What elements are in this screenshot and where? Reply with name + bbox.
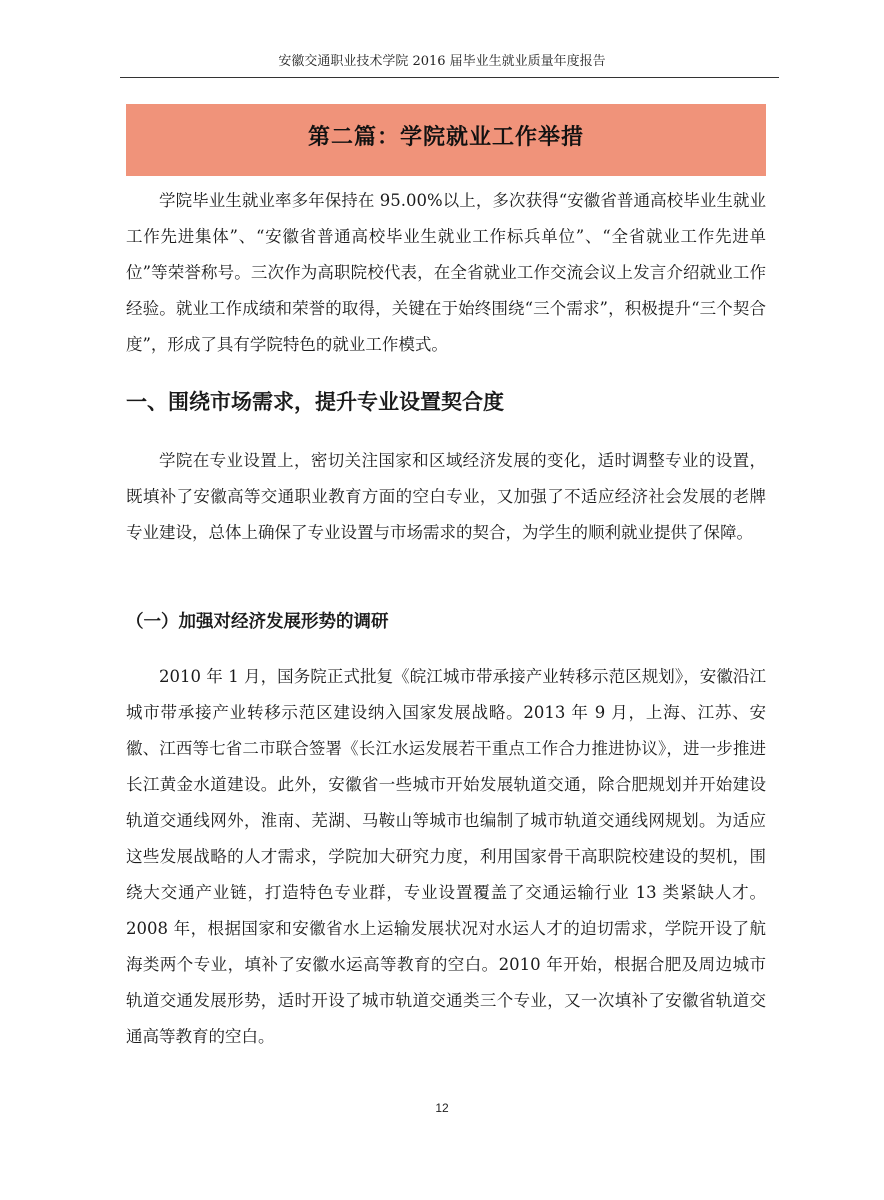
header-divider [120, 77, 779, 78]
running-header: 安徽交通职业技术学院 2016 届毕业生就业质量年度报告 [278, 54, 606, 69]
section-heading: 一、围绕市场需求，提升专业设置契合度 [126, 390, 504, 414]
chapter-banner [126, 104, 766, 176]
subsection-paragraph: 2010 年 1 月，国务院正式批复《皖江城市带承接产业转移示范区规划》，安徽沿江城市带承接产业转移示范区建设纳入国家发展战略。2013 年 9 月，上海、江苏、安徽、江西等七省二市联合签署《长江水运发展若干重点工作合力推进协议》，进一步推进长江黄金水道建设。此外，安徽省一些城市开始发展轨道交通，除合肥规划并开始建设轨道交通线网外，淮南、芜湖、马鞍山等城市也编制了城市轨道交通线网规划。为适应这些发展战略的人才需求，学院加大研究力度，利用国家骨干高职院校建设的契机，围绕大交通产业链，打造特色专业群，专业设置覆盖了交通运输行业 13 类紧缺人才。2008 年，根据国家和安徽省水上运输发展状况对水运人才的迫切需求，学院开设了航海类两个专业，填补了安徽水运高等教育的空白。2010 年开始，根据合肥及周边城市轨道交通发展形势，适时开设了城市轨道交通类三个专业，又一次填补了安徽省轨道交通高等教育的空白。 [126, 667, 766, 1046]
chapter-intro-paragraph: 学院毕业生就业率多年保持在 95.00%以上，多次获得“安徽省普通高校毕业生就业工作先进集体”、“安徽省普通高校毕业生就业工作标兵单位”、“全省就业工作先进单位”等荣誉称号。三次作为高职院校代表，在全省就业工作交流会议上发言介绍就业工作经验。就业工作成绩和荣誉的取得，关键在于始终围绕“三个需求”，积极提升“三个契合度”，形成了具有学院特色的就业工作模式。 [126, 191, 766, 354]
page-number: 12 [435, 1101, 449, 1115]
section-paragraph: 学院在专业设置上，密切关注国家和区域经济发展的变化，适时调整专业的设置，既填补了安徽高等交通职业教育方面的空白专业，又加强了不适应经济社会发展的老牌专业建设，总体上确保了专业设置与市场需求的契合，为学生的顺利就业提供了保障。 [126, 451, 766, 542]
chapter-title: 第二篇：学院就业工作举措 [307, 125, 584, 150]
subsection-heading: （一）加强对经济发展形势的调研 [126, 612, 389, 632]
